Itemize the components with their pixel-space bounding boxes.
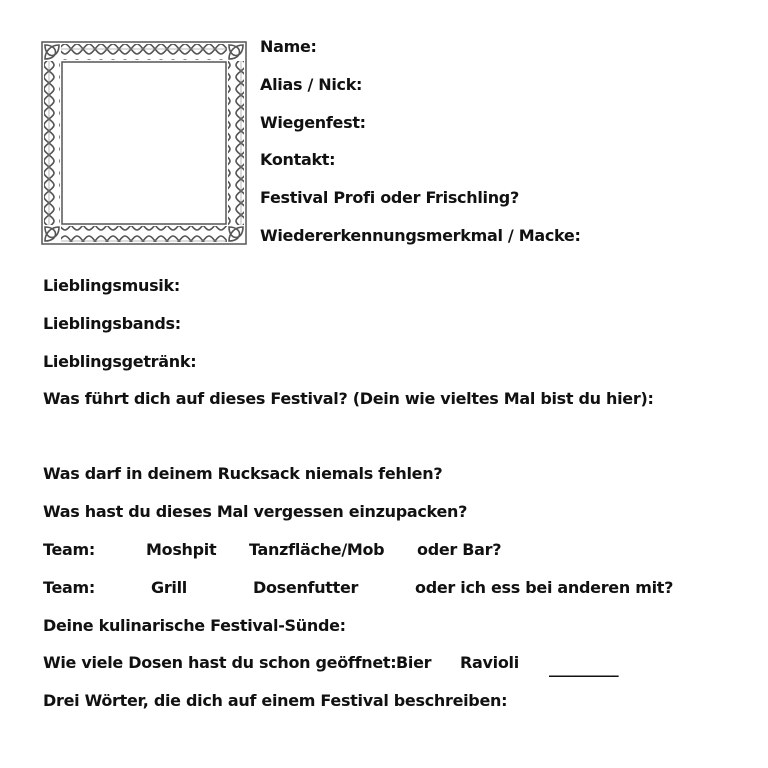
question-drei-woerter: Drei Wörter, die dich auf einem Festival beschreiben: <box>43 691 508 710</box>
dosen-option-ravioli: Ravioli <box>460 653 519 672</box>
field-wiegenfest-label: Wiegenfest: <box>260 113 366 132</box>
question-lieblingsbands: Lieblingsbands: <box>43 314 181 333</box>
team-row-2-option-grill: Grill <box>151 578 187 597</box>
team-row-1-option-bar: oder Bar? <box>417 540 502 559</box>
question-rucksack: Was darf in deinem Rucksack niemals fehlen? <box>43 464 443 483</box>
question-festival-reason: Was führt dich auf dieses Festival? (Dein wie vieltes Mal bist du hier): <box>43 389 654 408</box>
field-profi-frischling-label: Festival Profi oder Frischling? <box>260 188 519 207</box>
field-name-label: Name: <box>260 37 317 56</box>
question-dosen: Wie viele Dosen hast du schon geöffnet: <box>43 653 397 672</box>
dosen-option-bier: Bier <box>396 653 432 672</box>
field-alias-label: Alias / Nick: <box>260 75 363 94</box>
question-lieblingsgetraenk: Lieblingsgetränk: <box>43 352 197 371</box>
team-row-2-label: Team: <box>43 578 96 597</box>
team-row-2-option-dosenfutter: Dosenfutter <box>253 578 359 597</box>
team-row-1-option-moshpit: Moshpit <box>146 540 217 559</box>
question-lieblingsmusik: Lieblingsmusik: <box>43 276 180 295</box>
team-row-2-option-andere: oder ich ess bei anderen mit? <box>415 578 674 597</box>
team-row-1-option-tanzflaeche: Tanzfläche/Mob <box>249 540 385 559</box>
dosen-blank-line: _________ <box>549 658 619 677</box>
team-row-1-label: Team: <box>43 540 96 559</box>
field-macke-label: Wiedererkennungsmerkmal / Macke: <box>260 226 581 245</box>
question-vergessen: Was hast du dieses Mal vergessen einzupacken? <box>43 502 468 521</box>
celtic-knot-frame-icon <box>41 41 247 245</box>
field-kontakt-label: Kontakt: <box>260 150 336 169</box>
question-kulinarische-suende: Deine kulinarische Festival-Sünde: <box>43 616 346 635</box>
